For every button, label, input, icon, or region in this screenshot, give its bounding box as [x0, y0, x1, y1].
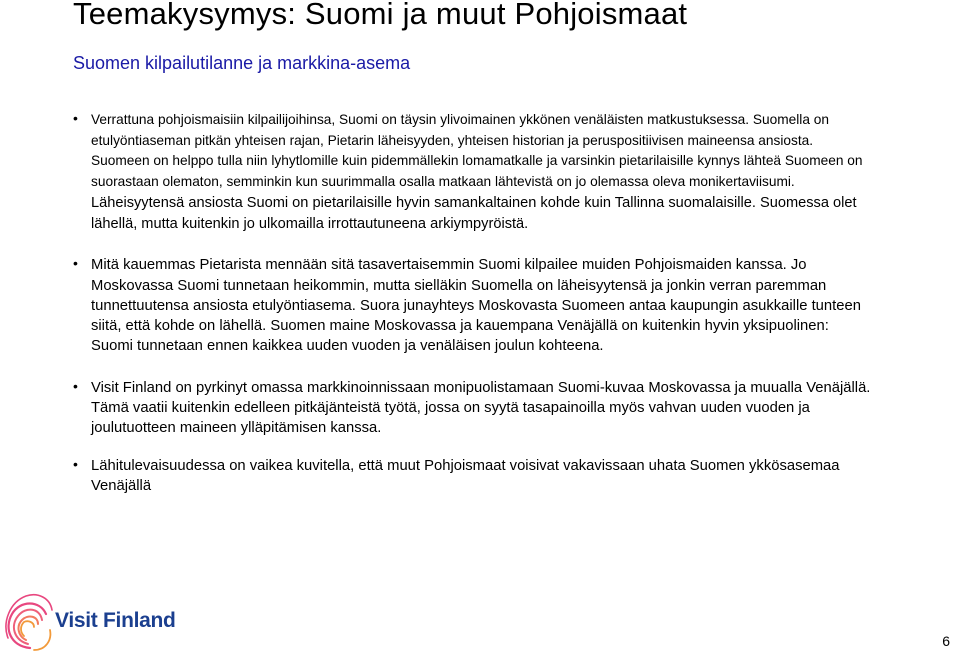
- bullet-item: [73, 378, 873, 439]
- slide-subtitle: Suomen kilpailutilanne ja markkina-asema: [73, 53, 411, 73]
- bullet-text: Verrattuna pohjoismaisiin kilpailijoihinsa, Suomi on täysin ylivoimainen ykkönen venäläisten matkustuksessa. Suomella on etulyöntiaseman pitkän yhteisen rajan, Pietarin läheisyyden, yhteisen historian ja peruspositiivisen maineensa ansiosta. Suomeen on helppo tulla niin lyhytlomille kuin pidemmällekin lomamatkalle ja varsinkin pietarilaisille kynnys lähteä Suomeen on suorastaan olematon, semminkin kun suurimmalla osalla matkaan lähtevistä on jo olemassa oleva monikertaviisumi.: [91, 112, 863, 190]
- bullet-marker: •: [73, 255, 78, 272]
- bullet-item: [73, 110, 873, 234]
- bullet-marker: •: [73, 377, 78, 394]
- bullet-text: Visit Finland on pyrkinyt omassa markkinoinnissaan monipuolistamaan Suomi-kuvaa Moskovassa ja muualla Venäjällä. Tämä vaatii kuitenkin edelleen pitkäjänteistä työtä, jossa on syytä tasapainoilla myös vahvan uuden vuoden ja joulutuotteen maineen ylläpitämisen kanssa.: [91, 379, 871, 437]
- bullet-text: Mitä kauemmas Pietarista mennään sitä tasavertaisemmin Suomi kilpailee muiden Pohjoismaiden kanssa. Jo Moskovassa Suomi tunnetaan heikommin, mutta sielläkin Suomella on läheisyytensä ja jonkin verran paremman tunnettuutensa ansiosta etulyöntiasema. Suora junayhteys Moskovasta Suomeen antaa kaupungin asukkaille tunteen siitä, että kohde on lähellä. Suomen maine Moskovassa ja kauempana Venäjällä on kuitenkin hyvin yksipuolinen: Suomi tunnetaan ennen kaikkea uuden vuoden ja venäläisen joulun kohteena.: [91, 257, 861, 355]
- page-number: 6: [942, 633, 950, 649]
- bullet-item: [73, 456, 873, 497]
- bullet-item: [73, 255, 873, 356]
- bullet-marker: •: [73, 110, 78, 126]
- bullet-list: [73, 110, 873, 496]
- bullet-text: Lähitulevaisuudessa on vaikea kuvitella, että muut Pohjoismaat voisivat vakavissaan uhata Suomen ykkösasemaa Venäjällä: [91, 457, 840, 494]
- slide-title: Teemakysymys: Suomi ja muut Pohjoismaat: [73, 0, 688, 31]
- bullet-marker: •: [73, 455, 78, 472]
- bullet-text-continued: Läheisyytensä ansiosta Suomi on pietarilaisille hyvin samankaltainen kohde kuin Tallinna suomalaisille. Suomessa olet lähellä, mutta kuitenkin jo ulkomailla irrottautuneena arkiympyröistä.: [91, 194, 857, 232]
- visit-finland-logo-text: Visit Finland: [55, 609, 176, 632]
